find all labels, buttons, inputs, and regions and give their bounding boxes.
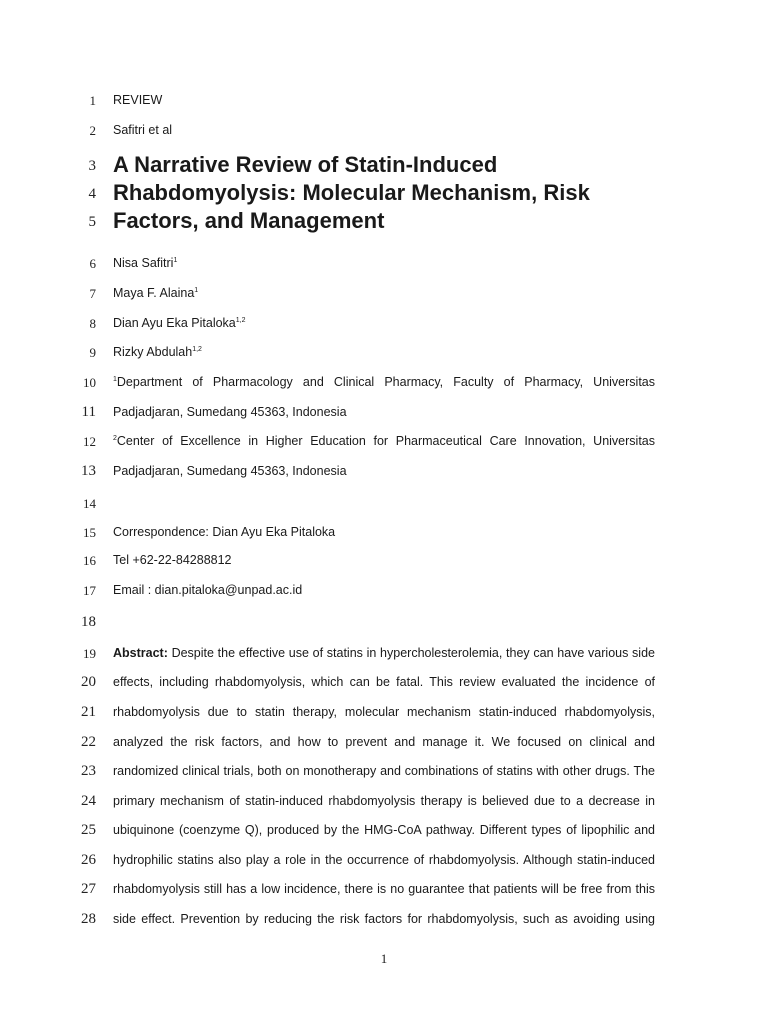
- page-number: 1: [380, 951, 388, 966]
- author: Rizky Abdulah$^{1,2}$: [113, 345, 202, 359]
- line-number: 22: [81, 734, 96, 750]
- affiliation-sup: 2: [113, 434, 117, 442]
- paper-title-line: Rhabdomyolysis: Molecular Mechanism, Risk: [113, 180, 590, 205]
- line-number: 16: [83, 553, 96, 568]
- line-number: 24: [81, 793, 96, 809]
- paper-title-line: Factors, and Management: [113, 208, 385, 233]
- correspondence-name: Correspondence: Dian Ayu Eka Pitaloka: [113, 525, 336, 539]
- paper-title-line: A Narrative Review of Statin-Induced: [113, 152, 498, 177]
- abstract-line: side effect. Prevention by reducing the risk factors for rhabdomyolysis, such as avoiding using: [113, 912, 655, 926]
- line-number: 1: [89, 93, 96, 108]
- author-affiliation-sup: 1: [194, 286, 199, 294]
- running-head: Safitri et al: [113, 123, 173, 137]
- abstract-label: Abstract:: [113, 646, 168, 660]
- abstract-line: rhabdomyolysis still has a low incidence, there is no guarantee that patients will be free from this: [113, 882, 655, 896]
- line-number: 15: [83, 525, 96, 540]
- article-type-label: REVIEW: [113, 93, 163, 107]
- line-number: 17: [83, 583, 96, 598]
- affiliation-2-cont: Padjadjaran, Sumedang 45363, Indonesia: [113, 464, 347, 478]
- line-number: 18: [81, 614, 96, 630]
- line-number: 19: [83, 646, 96, 661]
- line-number: 26: [81, 852, 96, 868]
- line-number: 5: [88, 214, 96, 230]
- abstract-first-line: Abstract: Despite the effective use of statins in hypercholesterolemia, they can have various side: [113, 646, 655, 660]
- abstract-line: hydrophilic statins also play a role in the occurrence of rhabdomyolysis. Although statin-induced: [113, 853, 655, 867]
- author: Dian Ayu Eka Pitaloka$^{1,2}$: [113, 316, 246, 330]
- affiliation-2: $^2$Center of Excellence in Higher Education for Pharmaceutical Care Innovation, Universitas: [113, 434, 655, 448]
- correspondence-email[interactable]: Email : dian.pitaloka@unpad.ac.id: [113, 583, 303, 597]
- line-number: 20: [81, 674, 96, 690]
- abstract-line: randomized clinical trials, both on monotherapy and combinations of statins with other drugs. The: [113, 764, 655, 778]
- line-number: 9: [89, 345, 96, 360]
- author-affiliation-sup: 1: [173, 256, 178, 264]
- author-affiliation-sup: 1,2: [192, 345, 202, 353]
- line-number: 25: [81, 822, 96, 838]
- line-number: 4: [88, 186, 96, 202]
- line-number: 23: [81, 763, 96, 779]
- line-number: 7: [89, 286, 96, 301]
- abstract-line: analyzed the risk factors, and how to prevent and manage it. We focused on clinical and: [113, 735, 655, 749]
- line-number: 11: [81, 404, 96, 420]
- abstract-line: primary mechanism of statin-induced rhabdomyolysis therapy is believed due to a decrease in: [113, 794, 655, 808]
- abstract-line: ubiquinone (coenzyme Q), produced by the HMG-CoA pathway. Different types of lipophilic and: [113, 823, 655, 837]
- line-number: 2: [89, 123, 96, 138]
- line-number: 14: [83, 496, 96, 511]
- line-number: 6: [89, 256, 96, 271]
- abstract-line: effects, including rhabdomyolysis, which can be fatal. This review evaluated the incidence of: [113, 675, 655, 689]
- line-number: 27: [81, 881, 96, 897]
- affiliation-1: $^1$Department of Pharmacology and Clinical Pharmacy, Faculty of Pharmacy, Universitas: [113, 375, 655, 389]
- line-number: 12: [83, 434, 96, 449]
- line-number: 3: [88, 158, 96, 174]
- line-number: 13: [81, 463, 96, 479]
- line-number: 28: [81, 911, 96, 927]
- abstract-line: rhabdomyolysis due to statin therapy, molecular mechanism statin-induced rhabdomyolysis,: [113, 705, 655, 719]
- line-number: 8: [89, 316, 96, 331]
- affiliation-1-cont: Padjadjaran, Sumedang 45363, Indonesia: [113, 405, 347, 419]
- affiliation-sup: 1: [113, 375, 117, 383]
- author: Maya F. Alaina$^1$: [113, 286, 199, 300]
- author: Nisa Safitri$^1$: [113, 256, 178, 270]
- correspondence-tel: Tel +62-22-84288812: [113, 553, 232, 567]
- line-number: 10: [83, 375, 96, 390]
- author-affiliation-sup: 1,2: [235, 316, 246, 324]
- line-number: 21: [81, 704, 96, 720]
